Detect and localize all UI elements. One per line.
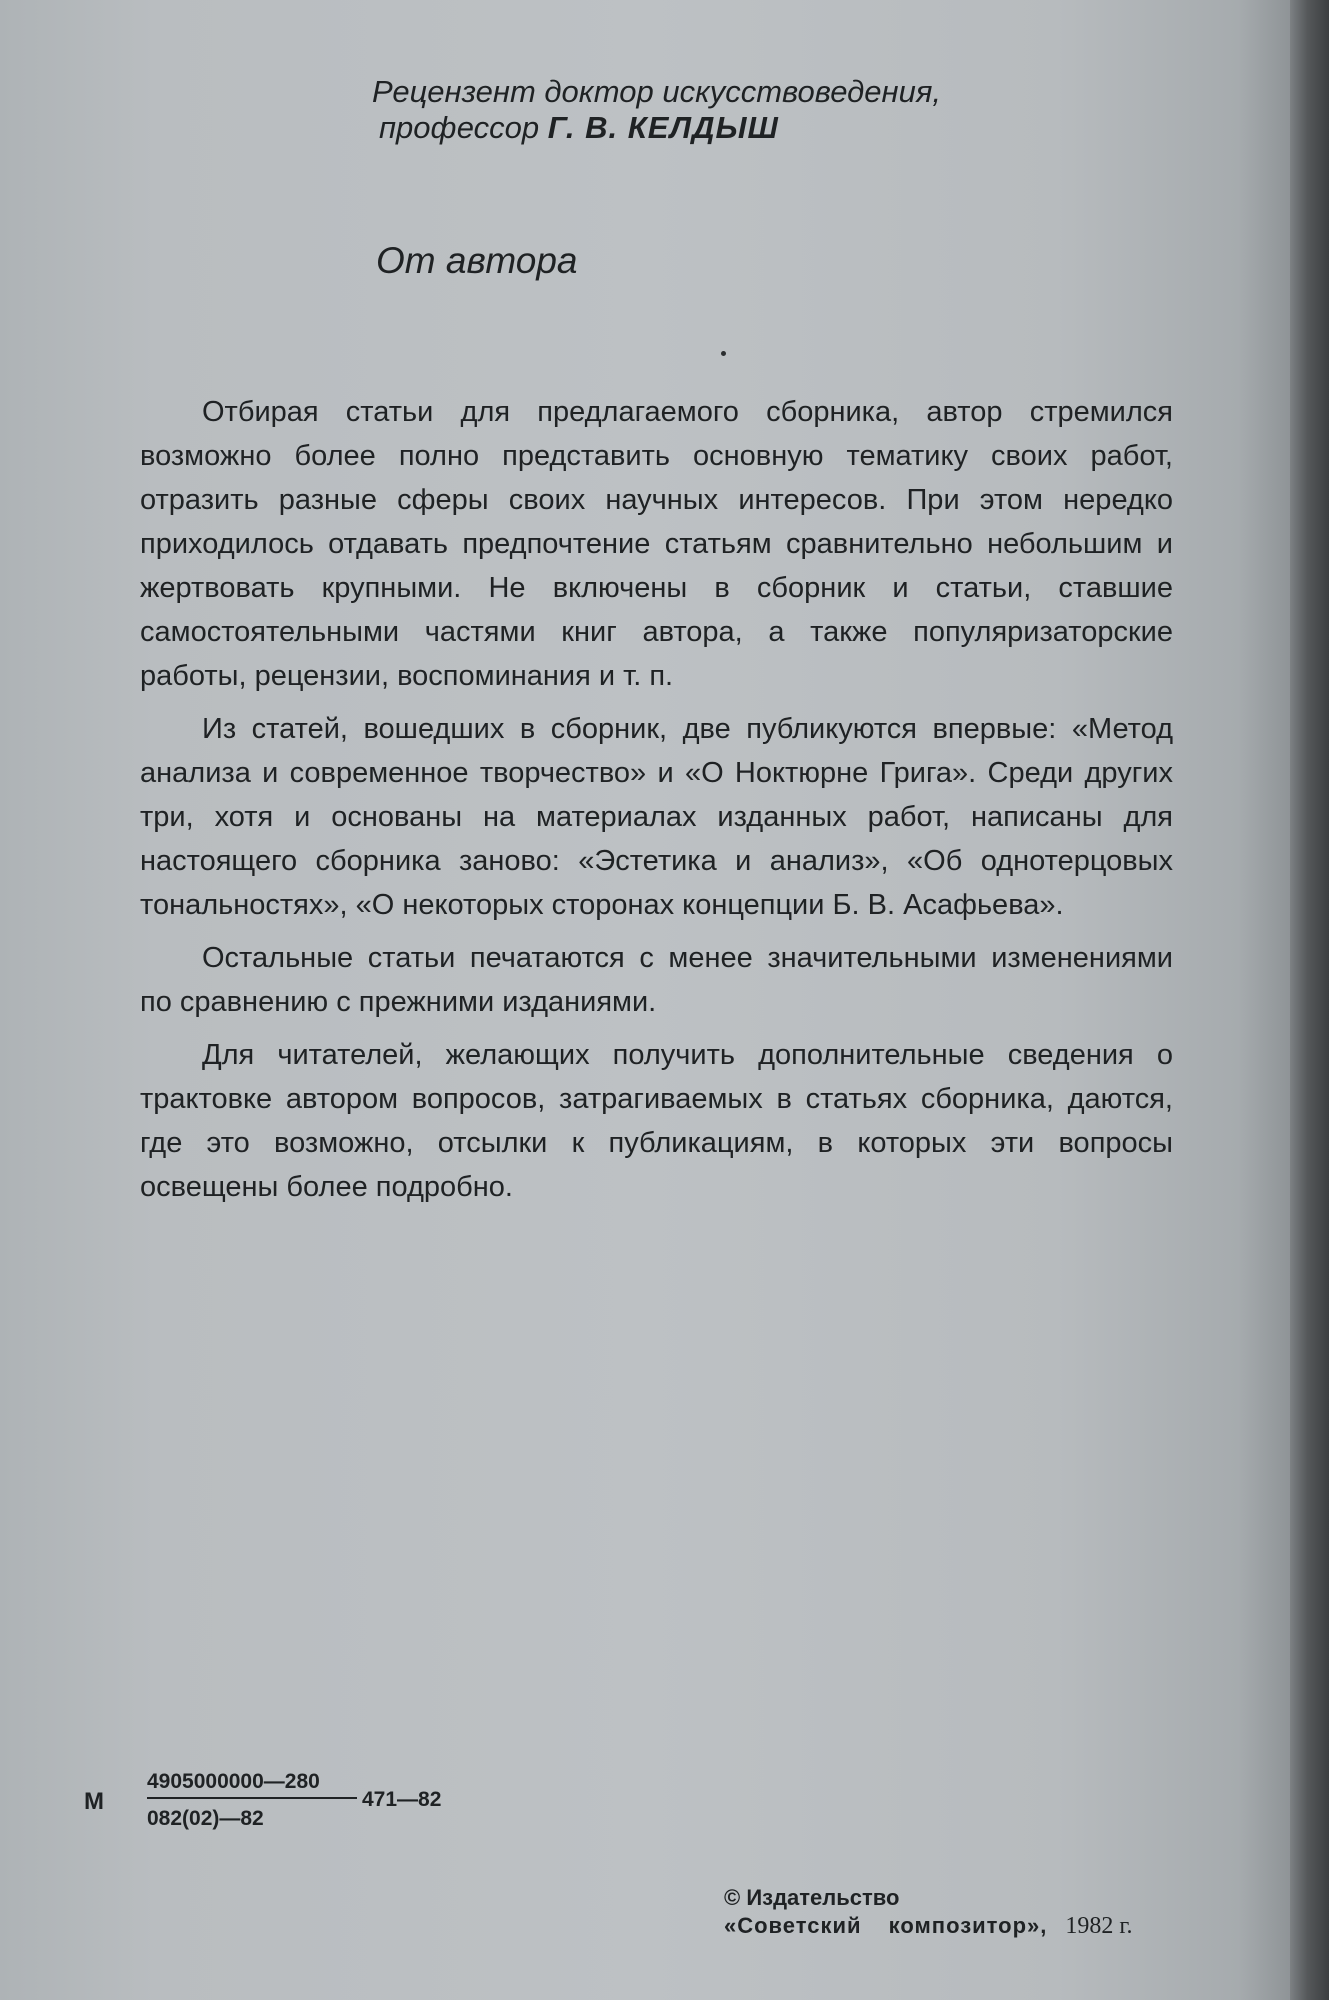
index-letter: М xyxy=(84,1788,104,1815)
reviewer-title: профессор xyxy=(379,110,548,145)
ornament-dot xyxy=(721,351,726,356)
reviewer-line-2 xyxy=(379,110,941,146)
paragraph-2: Из статей, вошедших в сборник, две публикуются впервые: «Метод анализа и современное творчество» и «О Ноктюрне Грига». Среди других три, хотя и основаны на материалах изданных работ, написаны для настоящего сборника заново: «Эстетика и анализ», «Об однотерцовых тональностях», «О некоторых сторонах концепции Б. В. Асафьева». xyxy=(140,713,1173,921)
reviewer-name: Г. В. КЕЛДЫШ xyxy=(547,110,779,145)
page-edge-shadow xyxy=(1290,0,1329,2000)
copyright-year: 1982 г. xyxy=(1065,1913,1133,1939)
preface-body xyxy=(140,390,1173,1218)
index-denominator: 082(02)—82 xyxy=(147,1807,264,1830)
copyright-publisher-label: © Издательство xyxy=(724,1885,900,1910)
paragraph-3: Остальные статьи печатаются с менее значительными изменениями по сравнению с прежними изданиями. xyxy=(140,942,1173,1018)
paragraph-4: Для читателей, желающих получить дополнительные сведения о трактовке автором вопросов, затрагиваемых в статьях сборника, даются, где это возможно, отсылки к публикациям, в которых эти вопросы освещены более подробно. xyxy=(140,1039,1173,1203)
copyright-notice xyxy=(724,1884,1133,1940)
publisher-name: «Советский композитор», xyxy=(724,1913,1048,1938)
index-code: 471—82 xyxy=(362,1788,442,1811)
reviewer-credit xyxy=(372,74,941,146)
paragraph-1: Отбирая статьи для предлагаемого сборника, автор стремился возможно более полно представить основную тематику своих работ, отразить разные сферы своих научных интересов. При этом нередко приходилось отдавать предпочтение статьям сравнительно небольшим и жертвовать крупными. Не включены в сборник и статьи, ставшие самостоятельными частями книг автора, а также популяризаторские работы, рецензии, воспоминания и т. п. xyxy=(140,396,1173,692)
copyright-line-2 xyxy=(724,1912,1133,1940)
section-heading: От автора xyxy=(376,240,578,281)
index-numerator: 4905000000—280 xyxy=(147,1770,357,1799)
reviewer-line-1: Рецензент доктор искусствоведения, xyxy=(372,74,942,109)
